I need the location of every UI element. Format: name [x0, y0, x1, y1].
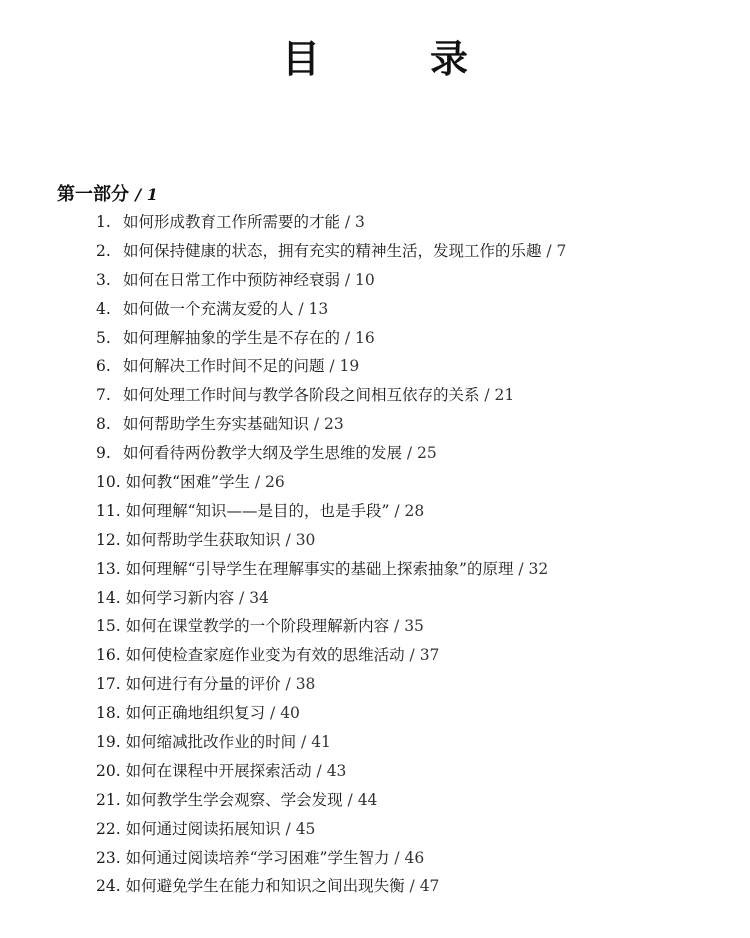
toc-item [96, 526, 566, 555]
toc-item-page: 41 [311, 733, 331, 752]
toc-item [96, 786, 566, 815]
part-label: 第一部分 [57, 184, 129, 205]
toc-item [96, 670, 566, 699]
toc-item-separator: / [280, 819, 296, 838]
toc-item-title: 如何在课堂教学的一个阶段理解新内容 [125, 617, 390, 636]
toc-item-number: 20. [96, 761, 121, 780]
toc-item-page: 25 [417, 444, 437, 463]
toc-item-page: 3 [355, 213, 365, 231]
toc-item-page: 13 [308, 299, 329, 318]
toc-item-page: 30 [295, 530, 316, 549]
toc-item-number: 5. [96, 328, 111, 347]
toc-item-separator: / [389, 501, 405, 520]
toc-item-number: 24. [96, 877, 121, 896]
toc-item [96, 324, 566, 353]
toc-item-number: 3. [96, 270, 111, 289]
toc-item-separator: / [339, 328, 356, 347]
toc-item-title: 如何看待两份教学大纲及学生思维的发展 [122, 444, 402, 463]
toc-item-number: 19. [96, 733, 121, 752]
toc-item [96, 555, 566, 584]
toc-item-number: 11. [96, 501, 121, 520]
toc-item-separator: / [339, 270, 356, 289]
toc-item [96, 612, 566, 641]
toc-item [96, 728, 566, 757]
toc-item-number: 1. [96, 213, 111, 231]
toc-item-title: 如何学习新内容 [125, 588, 235, 607]
toc-item-page: 21 [494, 386, 515, 405]
toc-item-separator: / [389, 848, 405, 867]
toc-item [96, 497, 566, 526]
toc-item-separator: / [342, 790, 358, 809]
toc-item-separator: / [296, 733, 312, 752]
toc-item-title: 如何解决工作时间不足的问题 [122, 357, 325, 376]
toc-item-separator: / [339, 213, 356, 231]
toc-item-separator: / [404, 646, 420, 665]
toc-item-page: 44 [357, 790, 378, 809]
toc-item-separator: / [293, 299, 309, 318]
toc-item-number: 22. [96, 819, 121, 838]
toc-item-separator: / [249, 473, 266, 492]
toc-item-number: 2. [96, 241, 111, 260]
toc-item-page: 46 [404, 848, 425, 867]
toc-item-number: 23. [96, 848, 121, 867]
toc-item-title: 如何形成教育工作所需要的才能 [122, 213, 340, 231]
toc-item-title: 如何理解“知识——是目的，也是手段” [125, 501, 390, 520]
toc-item-number: 21. [96, 790, 121, 809]
toc-item-number: 13. [96, 559, 121, 578]
toc-item-page: 32 [528, 559, 549, 578]
toc-item [96, 352, 566, 381]
toc-item [96, 815, 566, 844]
toc-item [96, 439, 566, 468]
toc-item-number: 12. [96, 530, 121, 549]
toc-item-page: 16 [355, 328, 375, 347]
toc-item-separator: / [280, 675, 296, 694]
toc-item-separator: / [280, 530, 296, 549]
toc-item-page: 38 [295, 675, 316, 694]
toc-item-title: 如何进行有分量的评价 [125, 675, 281, 694]
toc-item-page: 7 [556, 241, 567, 260]
toc-item-separator: / [541, 241, 557, 260]
toc-item-separator: / [401, 444, 418, 463]
page-title: 目 录 [281, 36, 504, 81]
toc-item-page: 43 [326, 761, 347, 780]
toc-item [96, 295, 566, 324]
toc-item-number: 18. [96, 704, 121, 723]
toc-item [96, 237, 566, 266]
toc-item-separator: / [324, 357, 340, 376]
toc-item-number: 4. [96, 299, 111, 318]
toc-item-title: 如何理解“引导学生在理解事实的基础上探索抽象”的原理 [125, 559, 514, 578]
toc-item-title: 如何帮助学生夯实基础知识 [122, 415, 309, 434]
toc-item [96, 872, 566, 901]
toc-item [96, 584, 566, 613]
toc-item-page: 37 [419, 646, 440, 665]
part-page-number: / 1 [135, 185, 158, 204]
toc-item-title: 如何正确地组织复习 [125, 704, 266, 723]
toc-list [96, 208, 566, 901]
toc-item-title: 如何通过阅读拓展知识 [125, 819, 281, 838]
toc-item-page: 26 [265, 473, 285, 492]
toc-item-title: 如何在课程中开展探索活动 [125, 761, 312, 780]
toc-item [96, 410, 566, 439]
toc-item-number: 15. [96, 617, 121, 636]
toc-item-separator: / [513, 559, 529, 578]
toc-item-page: 23 [324, 415, 344, 434]
toc-item-title: 如何通过阅读培养“学习困难”学生智力 [125, 848, 390, 867]
toc-item-page: 10 [355, 270, 375, 289]
toc-item-title: 如何做一个充满友爱的人 [122, 299, 294, 318]
toc-item-title: 如何帮助学生获取知识 [125, 530, 281, 549]
toc-item-title: 如何教“困难”学生 [125, 473, 250, 492]
toc-item-number: 10. [96, 473, 121, 492]
toc-item-number: 16. [96, 646, 121, 665]
toc-item-number: 17. [96, 675, 121, 694]
toc-item-title: 如何在日常工作中预防神经衰弱 [122, 270, 340, 289]
toc-item [96, 468, 566, 497]
toc-item-separator: / [311, 761, 327, 780]
toc-item [96, 266, 566, 295]
toc-item-title: 如何缩减批改作业的时间 [125, 733, 297, 752]
toc-item [96, 208, 566, 237]
toc-item-page: 40 [280, 704, 300, 723]
toc-item-number: 6. [96, 357, 111, 376]
toc-item [96, 699, 566, 728]
toc-item-title: 如何处理工作时间与教学各阶段之间相互依存的关系 [122, 386, 480, 405]
toc-item [96, 381, 566, 410]
toc-item-title: 如何教学生学会观察、学会发现 [125, 790, 343, 809]
part-heading [57, 180, 158, 206]
toc-item-separator: / [234, 588, 250, 607]
toc-item-separator: / [389, 617, 405, 636]
toc-item-page: 19 [339, 357, 360, 376]
toc-item-number: 8. [96, 415, 111, 434]
toc-item-page: 34 [249, 588, 269, 607]
toc-item-title: 如何使检查家庭作业变为有效的思维活动 [125, 646, 405, 665]
toc-item-separator: / [479, 386, 495, 405]
toc-item-number: 9. [96, 444, 111, 463]
toc-item [96, 844, 566, 873]
toc-item-title: 如何理解抽象的学生是不存在的 [122, 328, 340, 347]
toc-item [96, 757, 566, 786]
toc-item-page: 35 [404, 617, 424, 636]
toc-item [96, 641, 566, 670]
toc-item-separator: / [308, 415, 325, 434]
toc-item-title: 如何避免学生在能力和知识之间出现失衡 [125, 877, 405, 896]
toc-item-separator: / [404, 877, 420, 896]
toc-item-number: 14. [96, 588, 121, 607]
toc-item-separator: / [265, 704, 281, 723]
toc-item-page: 28 [404, 501, 425, 520]
toc-item-page: 47 [419, 877, 440, 896]
toc-item-number: 7. [96, 386, 111, 405]
toc-item-page: 45 [295, 819, 316, 838]
toc-item-title: 如何保持健康的状态，拥有充实的精神生活，发现工作的乐趣 [122, 241, 542, 260]
